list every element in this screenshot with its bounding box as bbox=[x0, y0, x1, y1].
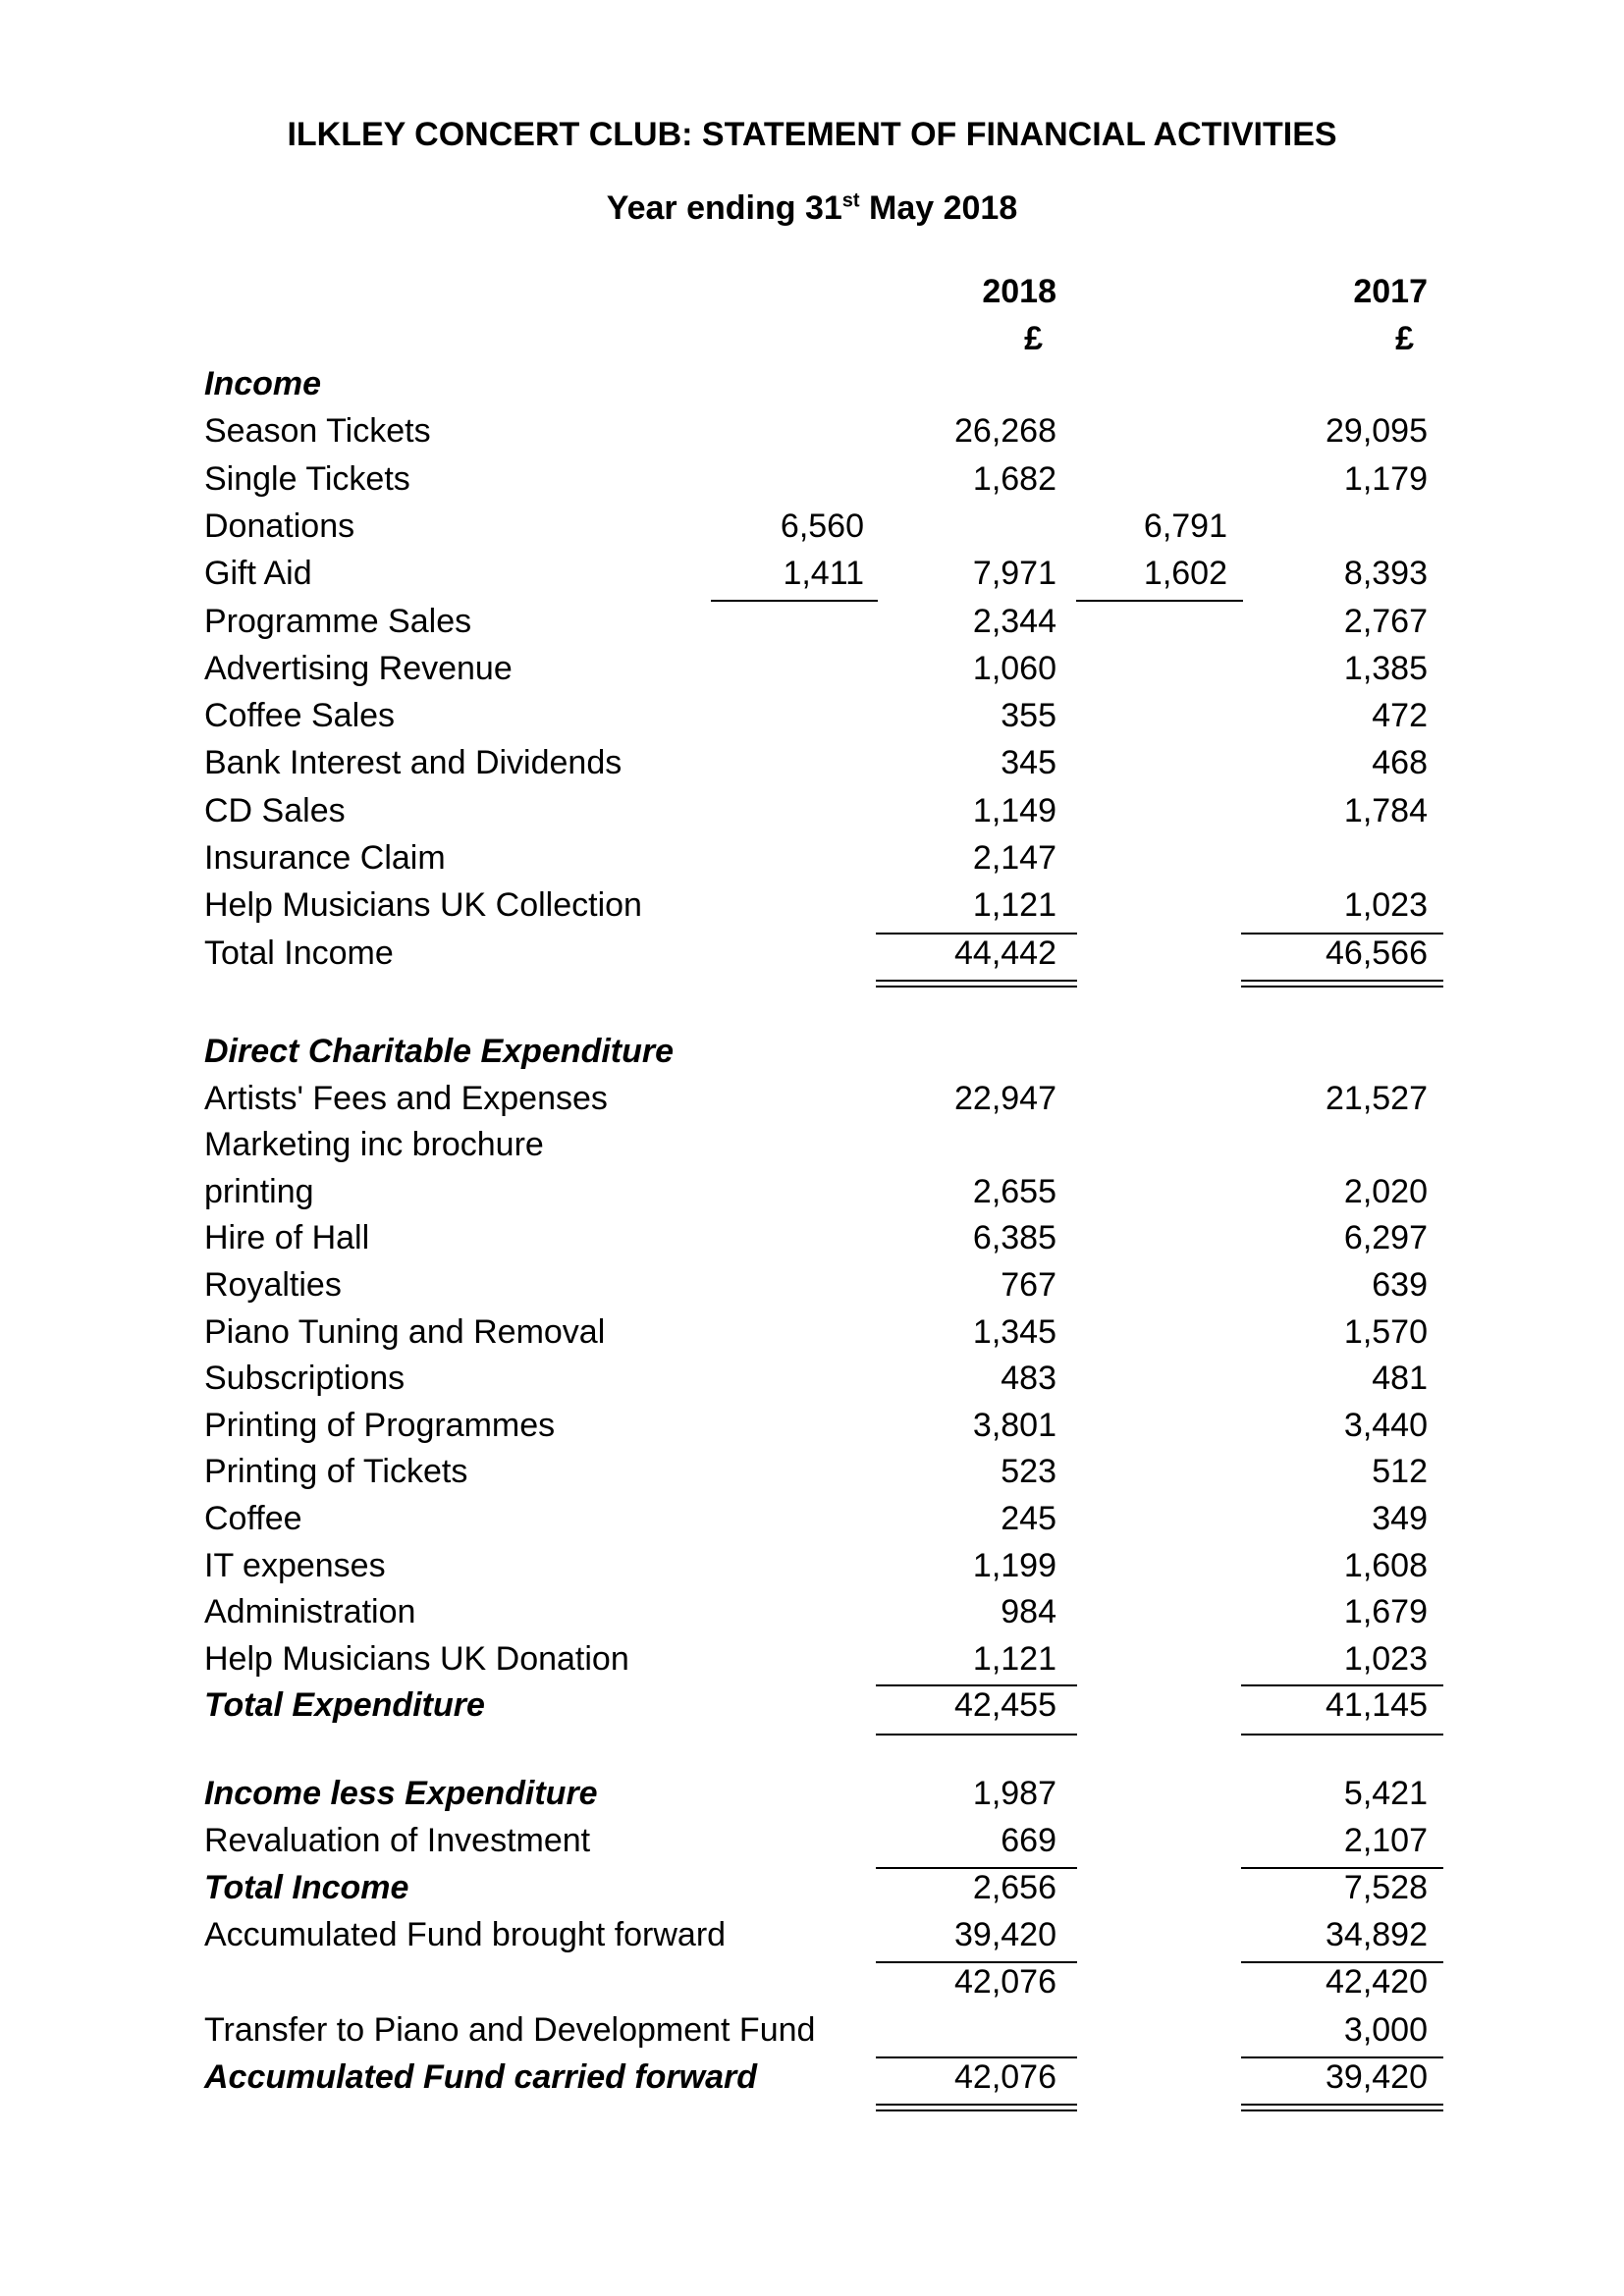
double-rule bbox=[1241, 980, 1443, 988]
value-2018: 2,147 bbox=[972, 839, 1056, 877]
value-2018: 39,420 bbox=[954, 1916, 1056, 1953]
row-label: Advertising Revenue bbox=[204, 649, 513, 687]
total-rule bbox=[1241, 1734, 1443, 1735]
expenditure-row bbox=[0, 1126, 1624, 1173]
value-2017: 1,679 bbox=[1343, 1593, 1428, 1631]
row-label: Income bbox=[204, 365, 322, 402]
row-label: Coffee Sales bbox=[204, 697, 396, 735]
value-2018: 42,076 bbox=[954, 2058, 1056, 2096]
row-label: Donations bbox=[204, 507, 355, 545]
value-2017: 1,023 bbox=[1343, 886, 1428, 925]
value-2018: 345 bbox=[1001, 744, 1056, 782]
row-label: Artists' Fees and Expenses bbox=[204, 1079, 608, 1117]
income-less-expenditure-row bbox=[0, 1775, 1624, 1822]
row-label: Accumulated Fund brought forward bbox=[204, 1916, 727, 1953]
row-label: Gift Aid bbox=[204, 555, 312, 593]
transfer-row bbox=[0, 2011, 1624, 2058]
income-row bbox=[0, 507, 1624, 555]
value-2018: 984 bbox=[1001, 1593, 1056, 1631]
row-label: Printing of Tickets bbox=[204, 1453, 468, 1491]
carried-forward-row bbox=[0, 2058, 1624, 2106]
row-label: Administration bbox=[204, 1593, 416, 1631]
page-subtitle bbox=[0, 189, 1624, 228]
row-label: Income less Expenditure bbox=[204, 1775, 598, 1812]
row-label: Royalties bbox=[204, 1266, 342, 1304]
double-rule bbox=[1241, 2104, 1443, 2111]
value-2017: 46,566 bbox=[1326, 934, 1428, 972]
value-2018: 1,987 bbox=[972, 1775, 1056, 1812]
row-label: Printing of Programmes bbox=[204, 1406, 556, 1444]
row-label: Piano Tuning and Removal bbox=[204, 1312, 606, 1351]
expenditure-row bbox=[0, 1173, 1624, 1220]
row-label: Help Musicians UK Donation bbox=[204, 1639, 629, 1678]
value-2018: 22,947 bbox=[954, 1079, 1056, 1117]
value-2018: 1,060 bbox=[972, 649, 1056, 687]
subtitle-text: Year ending 31 bbox=[606, 189, 842, 227]
value-2017: 1,179 bbox=[1343, 459, 1428, 498]
brought-forward-row bbox=[0, 1916, 1624, 1963]
value-2018: 2,656 bbox=[972, 1869, 1056, 1906]
row-label: Hire of Hall bbox=[204, 1219, 370, 1257]
value-2017: 21,527 bbox=[1326, 1079, 1428, 1117]
income-row bbox=[0, 460, 1624, 507]
row-label: Help Musicians UK Collection bbox=[204, 886, 642, 925]
subtotal-row bbox=[0, 1963, 1624, 2010]
income-total-row bbox=[0, 934, 1624, 982]
currency-2018: £ bbox=[1024, 320, 1043, 357]
value-2018: 2,655 bbox=[972, 1172, 1056, 1210]
value-2017: 1,608 bbox=[1343, 1546, 1428, 1584]
expenditure-row bbox=[0, 1640, 1624, 1687]
row-label: Direct Charitable Expenditure bbox=[204, 1033, 675, 1070]
expenditure-total-row bbox=[0, 1686, 1624, 1734]
value-2018: 669 bbox=[1001, 1822, 1056, 1859]
row-label: Transfer to Piano and Development Fund bbox=[204, 2011, 816, 2049]
value-2017: 5,421 bbox=[1343, 1775, 1428, 1812]
column-header-2017: 2017 bbox=[1353, 273, 1428, 310]
row-label: CD Sales bbox=[204, 791, 346, 829]
value-2017: 472 bbox=[1372, 697, 1428, 735]
value-2017: 512 bbox=[1372, 1453, 1428, 1491]
value-2017: 1,570 bbox=[1343, 1312, 1428, 1351]
value-2017: 6,297 bbox=[1343, 1219, 1428, 1257]
value-2017: 34,892 bbox=[1326, 1916, 1428, 1953]
income-row bbox=[0, 650, 1624, 697]
row-label: Season Tickets bbox=[204, 412, 431, 451]
value-2018: 2,344 bbox=[972, 602, 1056, 640]
expenditure-heading bbox=[0, 1033, 1624, 1080]
expenditure-row bbox=[0, 1500, 1624, 1547]
row-label: Revaluation of Investment bbox=[204, 1822, 591, 1859]
sub-value-2017: 1,602 bbox=[1143, 555, 1227, 593]
sub-value-2017: 6,791 bbox=[1143, 507, 1227, 545]
column-header-2018: 2018 bbox=[982, 273, 1056, 310]
income-row bbox=[0, 886, 1624, 934]
subtitle-month: May 2018 bbox=[859, 189, 1018, 227]
total-income-row bbox=[0, 1869, 1624, 1916]
income-row bbox=[0, 697, 1624, 744]
value-2018: 3,801 bbox=[972, 1406, 1056, 1444]
value-2017: 1,385 bbox=[1343, 649, 1428, 687]
value-2017: 8,393 bbox=[1343, 555, 1428, 593]
double-rule bbox=[876, 2104, 1077, 2111]
value-2017: 2,020 bbox=[1343, 1172, 1428, 1210]
row-label: Total Expenditure bbox=[204, 1686, 485, 1725]
value-2017: 468 bbox=[1372, 744, 1428, 782]
value-2017: 42,420 bbox=[1326, 1963, 1428, 2001]
row-label: Marketing inc brochure bbox=[204, 1126, 544, 1164]
income-row bbox=[0, 603, 1624, 650]
value-2018: 1,199 bbox=[972, 1546, 1056, 1584]
expenditure-row bbox=[0, 1313, 1624, 1361]
value-2018: 42,455 bbox=[954, 1686, 1056, 1725]
value-2017: 2,107 bbox=[1343, 1822, 1428, 1859]
income-row bbox=[0, 839, 1624, 886]
value-2018: 1,121 bbox=[972, 886, 1056, 925]
value-2017: 39,420 bbox=[1326, 2058, 1428, 2096]
value-2017: 7,528 bbox=[1343, 1869, 1428, 1906]
row-label: Bank Interest and Dividends bbox=[204, 744, 623, 782]
value-2018: 6,385 bbox=[972, 1219, 1056, 1257]
row-label: Subscriptions bbox=[204, 1360, 406, 1398]
value-2017: 349 bbox=[1372, 1500, 1428, 1537]
expenditure-row bbox=[0, 1547, 1624, 1594]
value-2017: 41,145 bbox=[1326, 1686, 1428, 1725]
value-2018: 355 bbox=[1001, 697, 1056, 735]
row-label: Programme Sales bbox=[204, 602, 472, 640]
expenditure-row bbox=[0, 1360, 1624, 1407]
subtitle-suffix: st bbox=[841, 189, 860, 212]
value-2018: 44,442 bbox=[954, 934, 1056, 972]
row-label: printing bbox=[204, 1172, 314, 1210]
value-2017: 1,023 bbox=[1343, 1639, 1428, 1678]
value-2018: 26,268 bbox=[954, 412, 1056, 451]
value-2018: 42,076 bbox=[954, 1963, 1056, 2001]
expenditure-row bbox=[0, 1219, 1624, 1266]
row-label: Coffee bbox=[204, 1500, 302, 1537]
expenditure-row bbox=[0, 1453, 1624, 1500]
row-label: Accumulated Fund carried forward bbox=[204, 2058, 757, 2096]
sub-value-2018: 1,411 bbox=[783, 555, 864, 593]
value-2017: 3,440 bbox=[1343, 1406, 1428, 1444]
income-row bbox=[0, 412, 1624, 459]
total-rule bbox=[876, 1734, 1077, 1735]
row-label: IT expenses bbox=[204, 1546, 386, 1584]
expenditure-row bbox=[0, 1407, 1624, 1454]
row-label: Total Income bbox=[204, 934, 394, 972]
value-2018: 1,121 bbox=[972, 1639, 1056, 1678]
sub-value-2018: 6,560 bbox=[780, 507, 864, 545]
expenditure-row bbox=[0, 1080, 1624, 1127]
revaluation-row bbox=[0, 1822, 1624, 1869]
value-2017: 29,095 bbox=[1326, 412, 1428, 451]
value-2017: 639 bbox=[1372, 1266, 1428, 1304]
value-2017: 481 bbox=[1372, 1360, 1428, 1398]
value-2018: 523 bbox=[1001, 1453, 1056, 1491]
row-label: Total Income bbox=[204, 1869, 409, 1906]
row-label: Insurance Claim bbox=[204, 839, 446, 877]
value-2018: 1,345 bbox=[972, 1312, 1056, 1351]
income-row bbox=[0, 555, 1624, 602]
value-2018: 1,149 bbox=[972, 791, 1056, 829]
value-2017: 3,000 bbox=[1343, 2011, 1428, 2049]
currency-2017: £ bbox=[1395, 320, 1414, 357]
income-row bbox=[0, 744, 1624, 791]
value-2018: 767 bbox=[1001, 1266, 1056, 1304]
income-row bbox=[0, 792, 1624, 839]
row-label: Single Tickets bbox=[204, 459, 410, 498]
value-2018: 245 bbox=[1001, 1500, 1056, 1537]
page-title: ILKLEY CONCERT CLUB: STATEMENT OF FINANCIAL ACTIVITIES bbox=[287, 116, 1337, 153]
value-2018: 7,971 bbox=[972, 555, 1056, 593]
income-heading bbox=[0, 365, 1624, 412]
expenditure-row bbox=[0, 1266, 1624, 1313]
value-2017: 2,767 bbox=[1343, 602, 1428, 640]
double-rule bbox=[876, 980, 1077, 988]
value-2018: 483 bbox=[1001, 1360, 1056, 1398]
value-2018: 1,682 bbox=[972, 459, 1056, 498]
value-2017: 1,784 bbox=[1343, 791, 1428, 829]
expenditure-row bbox=[0, 1593, 1624, 1640]
